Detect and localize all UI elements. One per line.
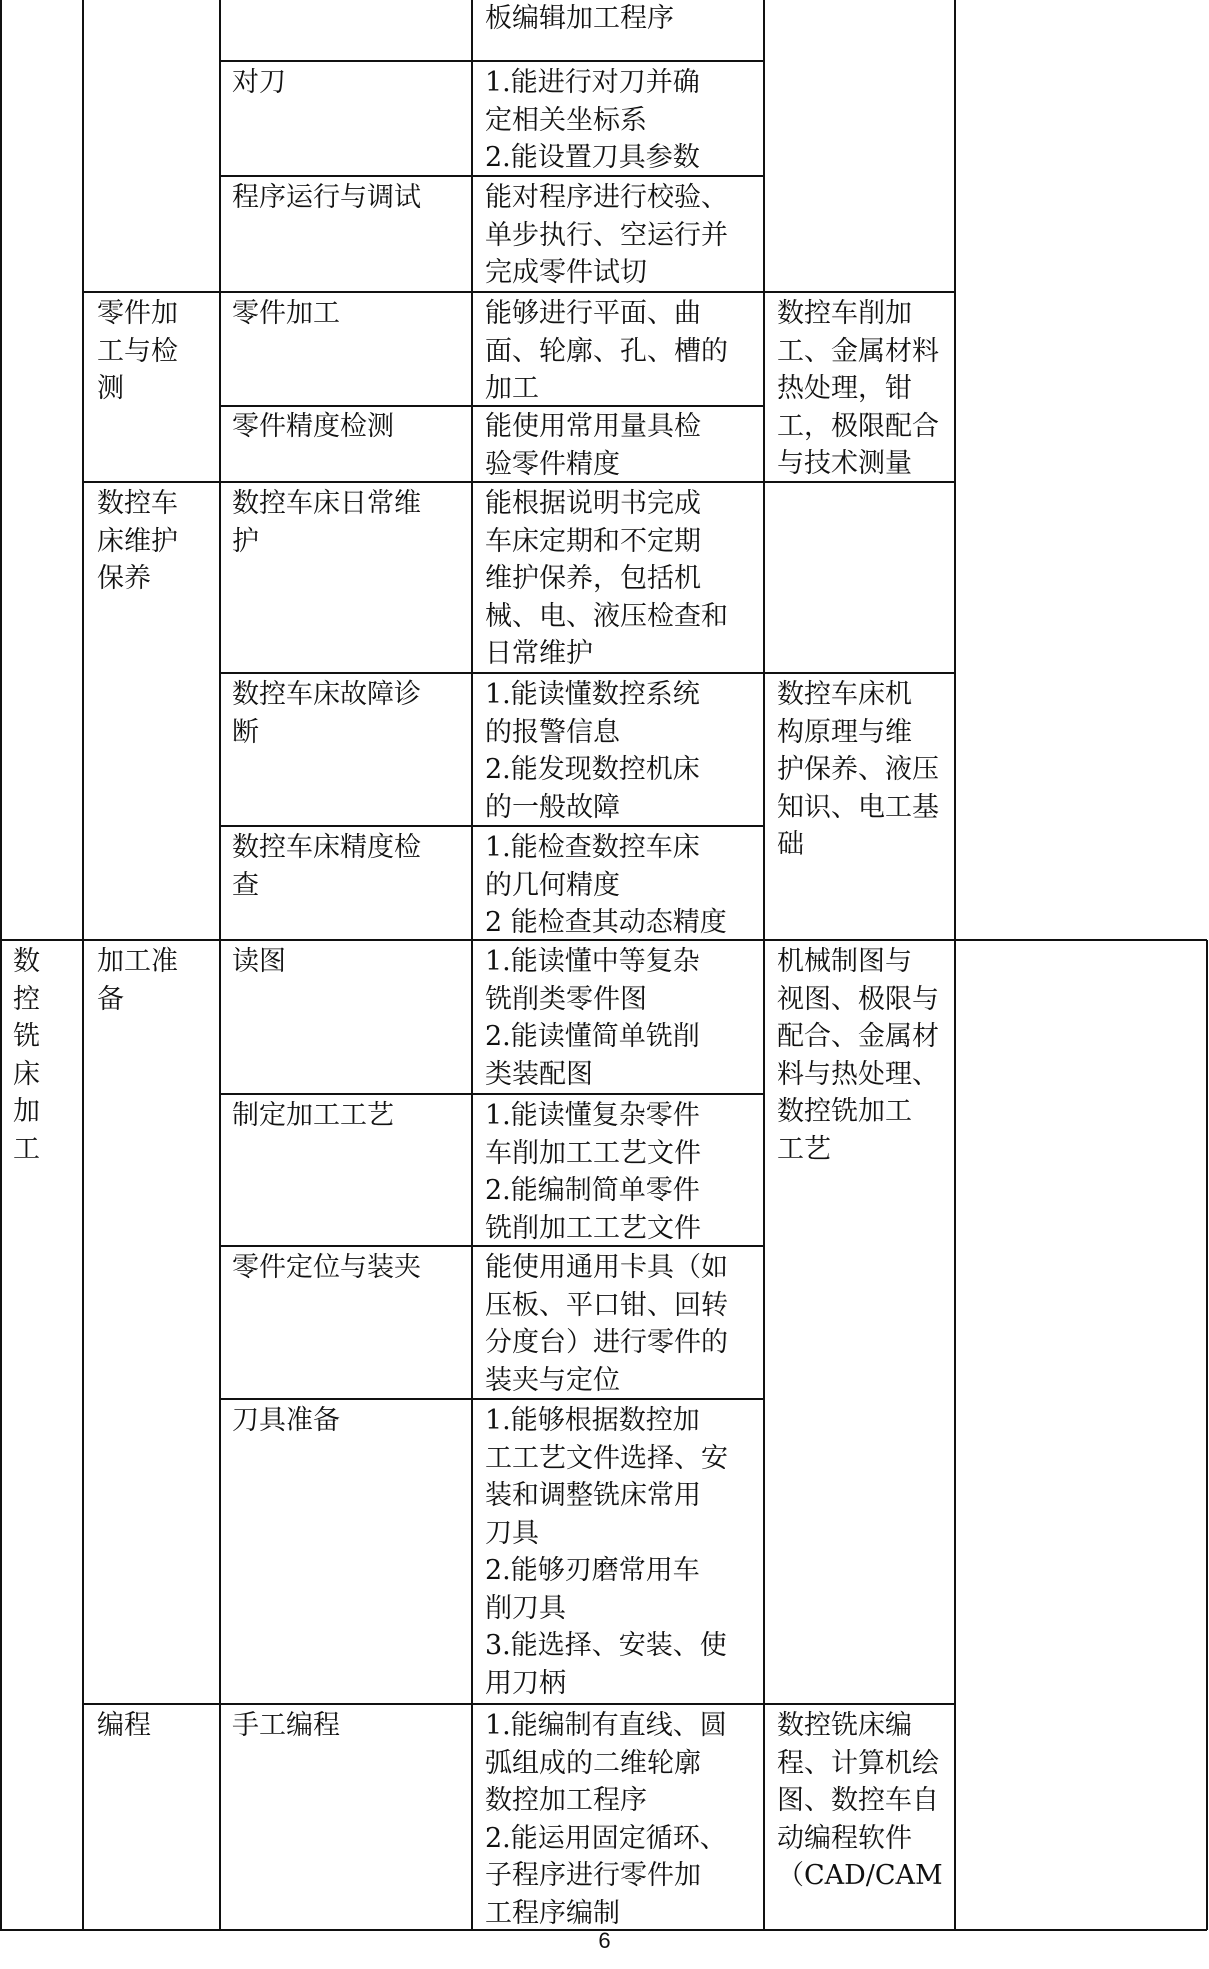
cell-requirement-r12: 1.能编制有直线、圆 弧组成的二维轮廓 数控加工程序 2.能运用固定循环、 子程序进行零件加 工程序编制 <box>485 1710 727 1929</box>
cell-requirement-r10: 能使用通用卡具（如 压板、平口钳、回转 分度台）进行零件的 装夹与定位 <box>485 1252 728 1396</box>
cell-requirement-r6: 1.能读懂数控系统 的报警信息 2.能发现数控机床 的一般故障 <box>485 679 700 823</box>
cell-task-r8: 读图 <box>232 946 286 977</box>
cell-requirement-r8: 1.能读懂中等复杂 铣削类零件图 2.能读懂简单铣削 类装配图 <box>485 946 700 1090</box>
cell-requirement-r0: 板编辑加工程序 <box>485 3 674 34</box>
cell-requirement-r4: 能使用常用量具检 验零件精度 <box>485 411 701 480</box>
cell-knowledge-r3: 数控车削加 工、金属材料 热处理，钳 工，极限配合 与技术测量 <box>777 298 939 479</box>
cell-knowledge-r6: 数控车床机 构原理与维 护保养、液压 知识、电工基 础 <box>777 679 939 860</box>
cell-task-r5: 数控车床日常维 护 <box>232 488 421 557</box>
cell-requirement-r11: 1.能够根据数控加 工工艺文件选择、安 装和调整铣床常用 刀具 2.能够刃磨常用车 削刀具 3.能选择、安装、使 用刀柄 <box>485 1405 728 1699</box>
cell-knowledge-r12: 数控铣床编 程、计算机绘 图、数控车自 动编程软件 （CAD/CAM <box>777 1710 943 1891</box>
cell-requirement-r9: 1.能读懂复杂零件 车削加工工艺文件 2.能编制简单零件 铣削加工工艺文件 <box>485 1100 701 1244</box>
cell-requirement-r5: 能根据说明书完成 车床定期和不定期 维护保养，包括机 械、电、液压检查和 日常维护 <box>485 488 728 669</box>
cell-module-r5: 数控车 床维护 保养 <box>97 488 178 594</box>
cell-task-r9: 制定加工工艺 <box>232 1100 394 1131</box>
cell-section-r8: 数 控 铣 床 加 工 <box>13 946 40 1165</box>
cell-module-r8: 加工准 备 <box>97 946 178 1015</box>
cell-task-r10: 零件定位与装夹 <box>232 1252 421 1283</box>
page-number: 6 <box>598 1928 611 1953</box>
cell-requirement-r2: 能对程序进行校验、 单步执行、空运行并 完成零件试切 <box>485 182 728 288</box>
cell-task-r12: 手工编程 <box>232 1710 340 1741</box>
cell-module-r3: 零件加 工与检 测 <box>97 298 178 404</box>
cell-task-r4: 零件精度检测 <box>232 411 394 442</box>
cell-task-r1: 对刀 <box>232 67 286 98</box>
cell-requirement-r1: 1.能进行对刀并确 定相关坐标系 2.能设置刀具参数 <box>485 67 700 173</box>
cell-requirement-r7: 1.能检查数控车床 的几何精度 2 能检查其动态精度 <box>485 832 727 938</box>
cell-task-r11: 刀具准备 <box>232 1405 340 1436</box>
cell-knowledge-r8: 机械制图与 视图、极限与 配合、金属材 料与热处理、 数控铣加工 工艺 <box>777 946 939 1165</box>
cell-task-r7: 数控车床精度检 查 <box>232 832 421 901</box>
cell-module-r12: 编程 <box>97 1710 151 1741</box>
cell-requirement-r3: 能够进行平面、曲 面、轮廓、孔、槽的 加工 <box>485 298 728 404</box>
cell-task-r6: 数控车床故障诊 断 <box>232 679 421 748</box>
cell-task-r3: 零件加工 <box>232 298 340 329</box>
cell-task-r2: 程序运行与调试 <box>232 182 421 213</box>
